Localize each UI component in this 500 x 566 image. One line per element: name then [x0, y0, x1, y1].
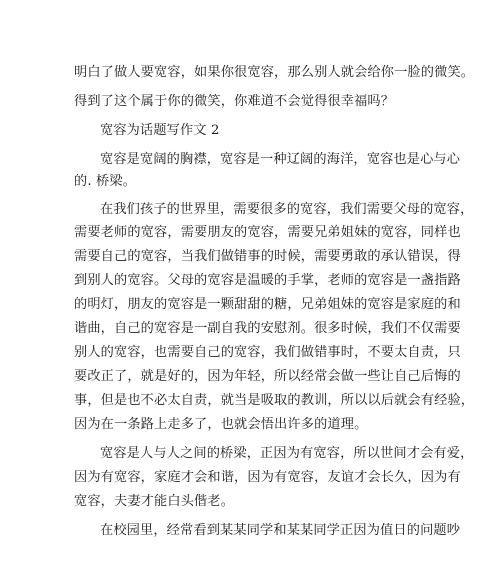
- paragraph-line: 需要老师的宽容，需要朋友的宽容，需要兄弟姐妹的宽容，同样也: [74, 225, 461, 240]
- paragraph-line: 别人的宽容，也需要自己的宽容，我们做错事时，不要太自责，只: [74, 345, 461, 360]
- paragraph-line: 在校园里，经常看到某某同学和某某同学正因为值日的问题吵: [100, 523, 461, 538]
- paragraph-line: 需要自己的宽容，当我们做错事的时候，需要勇敢的承认错误，得: [74, 249, 461, 264]
- paragraph-line: 宽容是人与人之间的桥梁，正因为有宽容，所以世间才会有爱，: [100, 446, 474, 461]
- paragraph-line: 因为在一条路上走多了，也就会悟出许多的道理。: [74, 417, 368, 432]
- paragraph-line: 的. 桥梁。: [74, 174, 137, 189]
- paragraph-line: 的明灯，朋友的宽容是一颗甜甜的糖，兄弟姐妹的宽容是家庭的和: [74, 297, 461, 312]
- paragraph-line: 因为有宽容，家庭才会和谐，因为有宽容，友谊才会长久，因为有: [74, 470, 461, 485]
- paragraph-line: 到别人的宽容。父母的宽容是温暖的手掌，老师的宽容是一盏指路: [74, 273, 461, 288]
- paragraph-line: 谐曲，自己的宽容是一副自我的安慰剂。很多时候，我们不仅需要: [74, 321, 461, 336]
- paragraph-line: 得到了这个属于你的微笑，你难道不会觉得很幸福吗？: [74, 94, 395, 109]
- paragraph-line: 要改正了，就是好的，因为年轻，所以经常会做一些让自己后悔的: [74, 369, 461, 384]
- paragraph-line: 宽容是宽阔的胸襟，宽容是一种辽阔的海洋，宽容也是心与心: [100, 152, 461, 167]
- paragraph-line: 宽容，夫妻才能白头偕老。: [74, 494, 235, 509]
- paragraph-line: 在我们孩子的世界里，需要很多的宽容，我们需要父母的宽容，: [100, 202, 474, 217]
- paragraph-line: 明白了做人要宽容，如果你很宽容，那么别人就会给你一脸的微笑。: [74, 65, 475, 80]
- paragraph-line: 事，但是也不必太自责，就当是吸取的教训，所以以后就会有经验，: [74, 393, 475, 408]
- section-heading: 宽容为话题写作文 2: [100, 123, 220, 138]
